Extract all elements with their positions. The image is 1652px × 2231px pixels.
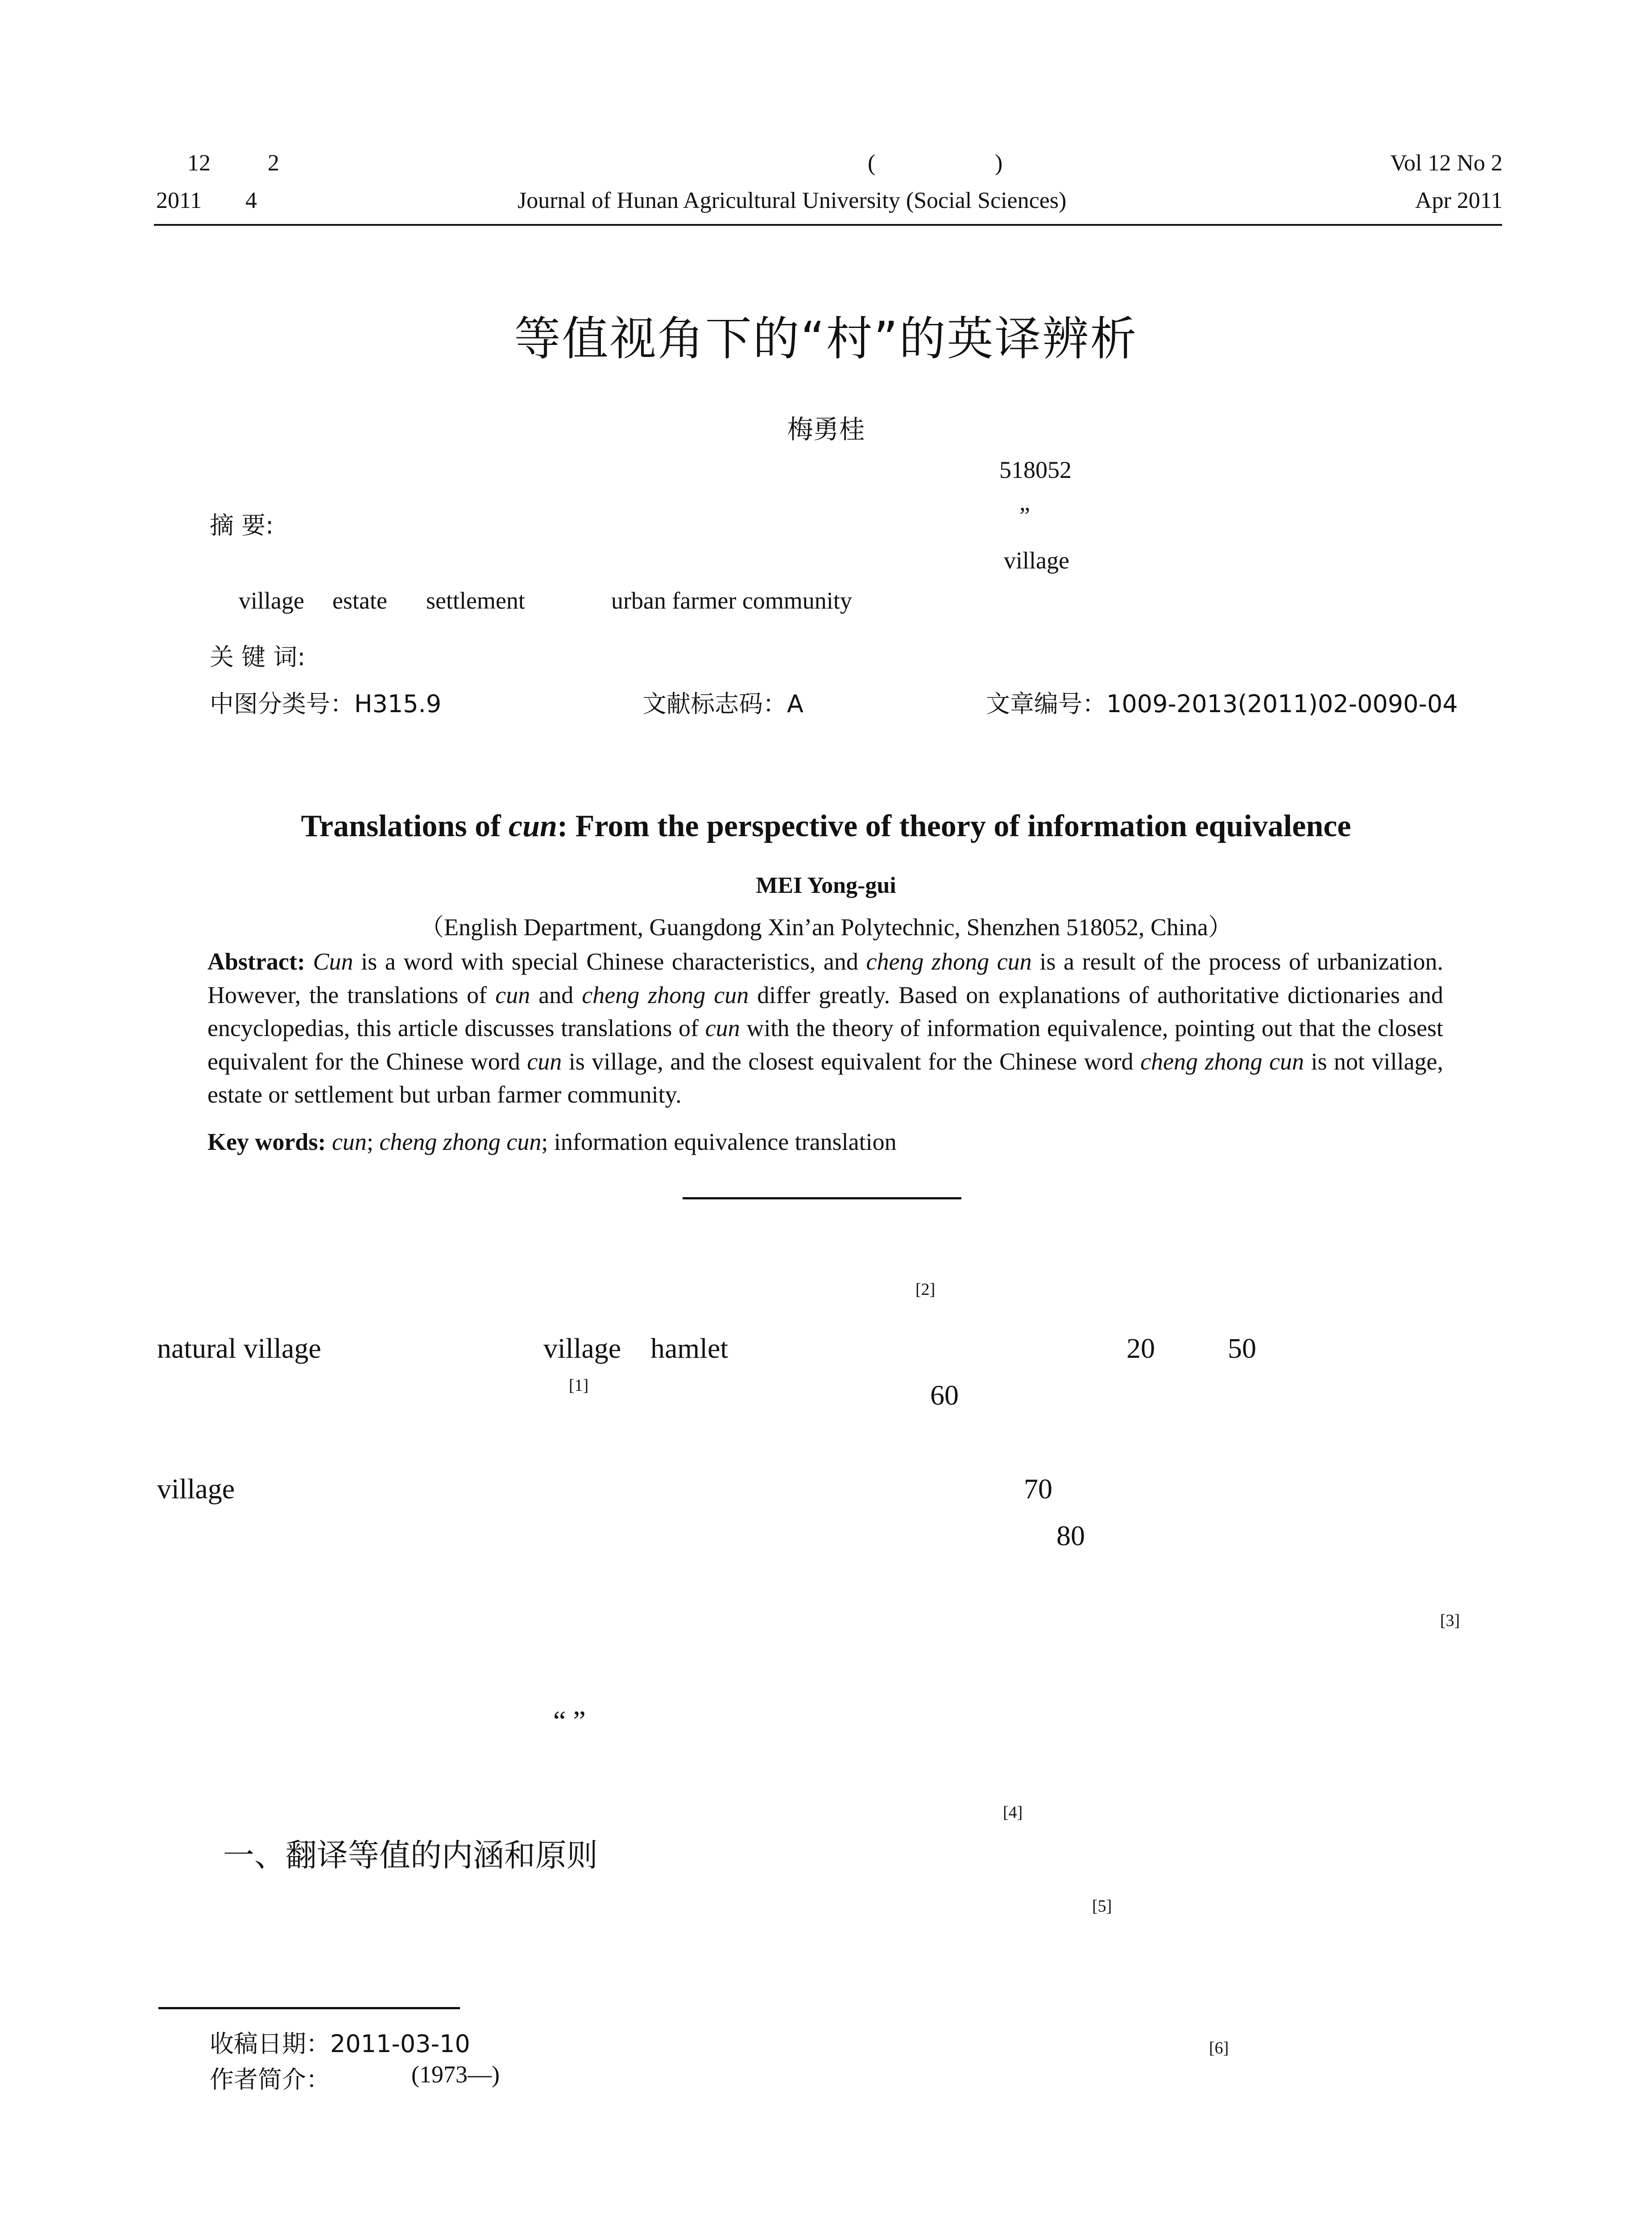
header-month-cn: 4 xyxy=(245,188,257,213)
header-journal-en: Journal of Hunan Agricultural University (Social Sciences) xyxy=(518,188,1067,213)
article-number: 文章编号：1009-2013(2011)02-0090-04 xyxy=(986,690,1458,718)
citation-ref: [1] xyxy=(569,1376,589,1395)
body-number: 80 xyxy=(1056,1520,1085,1551)
header-rule xyxy=(154,224,1502,226)
body-number: 50 xyxy=(1228,1332,1256,1364)
abstract-term: cun xyxy=(527,1048,562,1075)
body-number: 60 xyxy=(930,1379,959,1411)
keyword-rest: ; information equivalence translation xyxy=(541,1128,897,1155)
english-affiliation: （English Department, Guangdong Xin’an Polytechnic, Shenzhen 518052, China） xyxy=(420,914,1232,941)
received-date-text: 收稿日期：2011-03-10 xyxy=(210,2030,470,2058)
affiliation-zip-cn: 518052 xyxy=(999,456,1072,483)
body-term-village: village xyxy=(157,1473,235,1505)
english-abstract-label: Abstract: xyxy=(207,948,305,975)
abstract-term: cheng zhong cun xyxy=(1140,1048,1304,1075)
body-quote-marks: “ ” xyxy=(553,1705,586,1737)
header-date-en: Apr 2011 xyxy=(1415,188,1503,213)
keyword: cun xyxy=(331,1128,367,1155)
page-title-cn: 等值视角下的“村”的英译辨析 xyxy=(514,311,1138,366)
english-title xyxy=(0,809,1652,844)
author-birth-year: (1973—) xyxy=(411,2061,500,2088)
header-volume-cn: 12 xyxy=(187,150,211,176)
author-bio-label: 作者简介： xyxy=(210,2065,330,2094)
abstract-cn-term-settlement: settlement xyxy=(426,587,525,614)
english-abstract xyxy=(207,945,1443,1111)
abstract-text: is a word with special Chinese characteristics, and xyxy=(353,948,866,975)
received-date xyxy=(210,2025,470,2059)
english-author: MEI Yong-gui xyxy=(756,873,896,898)
abstract-term: cun xyxy=(705,1015,740,1041)
body-term-natural-village: natural village xyxy=(157,1332,321,1364)
citation-ref: [3] xyxy=(1440,1611,1460,1630)
english-title-before: Translations of xyxy=(301,809,509,843)
abstract-text: is not village, estate or settlement but urban farmer community. xyxy=(207,1048,1444,1108)
header-paren-open: ( xyxy=(868,150,876,176)
header-volume-en: Vol 12 No 2 xyxy=(1390,150,1503,176)
citation-ref: [4] xyxy=(1003,1803,1023,1822)
abstract-divider xyxy=(683,1197,961,1199)
abstract-cn-term-community: urban farmer community xyxy=(611,587,852,614)
body-number: 70 xyxy=(1024,1473,1052,1505)
abstract-cn-quote: ” xyxy=(1019,502,1030,529)
document-code: 文献标志码：A xyxy=(642,690,803,718)
abstract-term: Cun xyxy=(313,948,353,975)
english-keywords-label: Key words: xyxy=(207,1128,326,1155)
abstract-cn-term-estate: estate xyxy=(332,587,387,614)
abstract-term: cheng zhong cun xyxy=(582,981,749,1008)
section-heading: 一、翻译等值的内涵和原则 xyxy=(223,1837,598,1874)
abstract-cn-term-village: village xyxy=(239,587,304,614)
body-term-hamlet: hamlet xyxy=(650,1332,729,1364)
abstract-text: is village, and the closest equivalent for the Chinese word xyxy=(562,1048,1141,1075)
clc-number: 中图分类号：H315.9 xyxy=(210,690,442,718)
keyword: cheng zhong cun xyxy=(379,1128,542,1155)
keyword-separator: ; xyxy=(366,1128,380,1155)
header-issue-cn: 2 xyxy=(268,150,279,176)
abstract-text: is a result of the process of urbanization. However, the translations of xyxy=(207,948,1444,1008)
english-title-after: : From the perspective of theory of information equivalence xyxy=(557,809,1351,843)
footnote-rule xyxy=(158,2007,460,2009)
citation-ref: [6] xyxy=(1209,2039,1229,2057)
abstract-term: cheng zhong cun xyxy=(866,948,1032,975)
abstract-term: cun xyxy=(495,981,530,1008)
header-year-cn: 2011 xyxy=(156,188,202,213)
body-number: 20 xyxy=(1126,1332,1155,1364)
english-title-italic: cun xyxy=(509,809,557,843)
abstract-label-cn: 摘 要: xyxy=(210,511,274,539)
body-term-village: village xyxy=(543,1332,621,1364)
abstract-text: with the theory of information equivalence, pointing out that the closest equivalent for the Chinese word xyxy=(207,1015,1444,1075)
citation-ref: [2] xyxy=(915,1280,936,1299)
keywords-label-cn: 关 键 词: xyxy=(210,643,306,671)
english-keywords xyxy=(207,1128,897,1156)
abstract-text: differ greatly. Based on explanations of authoritative dictionaries and encyclopedias, this article discusses translations of xyxy=(207,981,1443,1041)
citation-ref: [5] xyxy=(1092,1897,1112,1916)
abstract-cn-village: village xyxy=(1004,547,1069,574)
author-name-cn: 梅勇桂 xyxy=(787,414,865,444)
abstract-text: and xyxy=(530,981,582,1008)
header-paren-close: ) xyxy=(995,150,1003,176)
